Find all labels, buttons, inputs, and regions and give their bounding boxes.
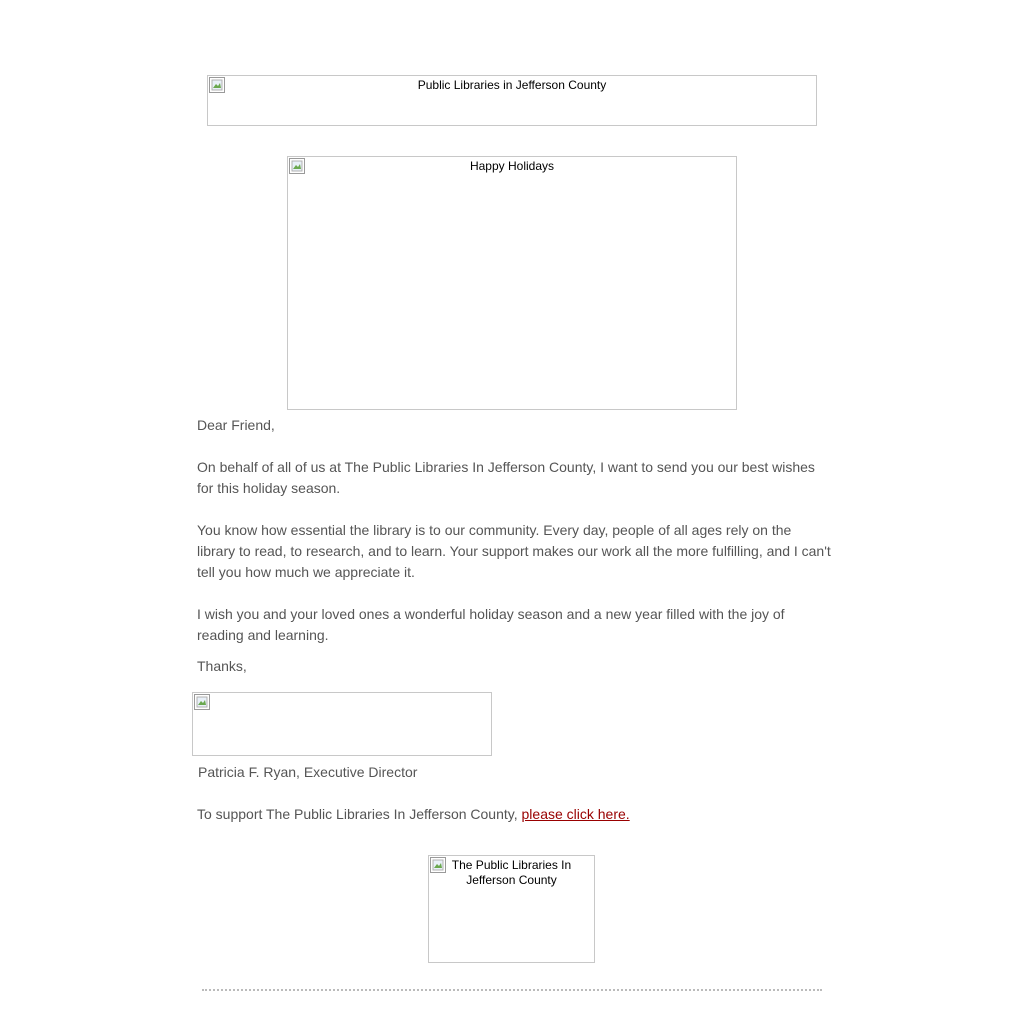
paragraph-holiday-wish: I wish you and your loved ones a wonderful holiday season and a new year filled with the joy of reading and learning. [197,606,785,643]
support-line [197,804,832,825]
header-image-alt: Public Libraries in Jefferson County [417,78,607,92]
signer-name: Patricia F. Ryan, Executive Director [198,764,418,780]
broken-image-icon [194,694,210,710]
footer-logo-alt: The Public Libraries In Jefferson County [451,858,572,887]
closing: Thanks, [197,658,247,674]
support-link[interactable]: please click here. [521,806,630,822]
dotted-divider [202,989,822,991]
happy-holidays-image [287,156,737,410]
hero-image-alt: Happy Holidays [469,159,555,173]
paragraph-community: You know how essential the library is to our community. Every day, people of all ages rely on the library to read, to research, and to learn. Your support makes our work all the more fulfilling, and I can't tell you how much we appreciate it. [197,522,831,580]
greeting: Dear Friend, [197,417,275,433]
broken-image-icon [289,158,305,174]
signature-image [192,692,492,756]
support-text: To support The Public Libraries In Jefferson County, [197,806,522,822]
header-banner-image [207,75,817,126]
broken-image-icon [209,77,225,93]
broken-image-icon [430,857,446,873]
paragraph-best-wishes: On behalf of all of us at The Public Libraries In Jefferson County, I want to send you our best wishes for this holiday season. [197,459,815,496]
footer-logo-image [428,855,595,963]
